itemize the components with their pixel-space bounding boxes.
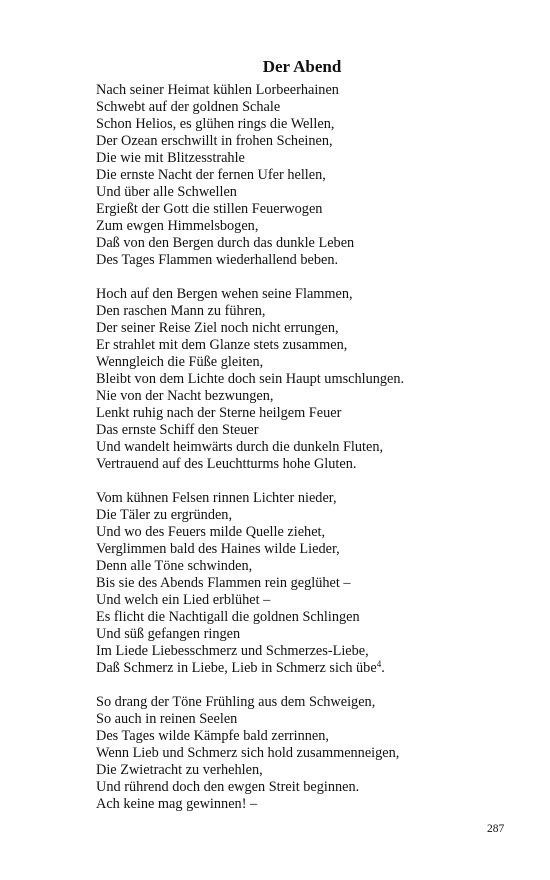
poem-line: Wenn Lieb und Schmerz sich hold zusammenneigen,: [96, 745, 400, 761]
poem-line: Ach keine mag gewinnen! –: [96, 796, 258, 812]
poem-line: Schon Helios, es glühen rings die Wellen,: [96, 116, 335, 132]
poem-line: Der seiner Reise Ziel noch nicht errungen,: [96, 320, 339, 336]
poem-line: Er strahlet mit dem Glanze stets zusammen,: [96, 337, 348, 353]
stanza-4: [96, 694, 496, 813]
stanza-3: [96, 490, 496, 677]
poem-line: Nie von der Nacht bezwungen,: [96, 388, 274, 404]
poem-line: Und rührend doch den ewgen Streit beginnen.: [96, 779, 360, 795]
poem-line: Es flicht die Nachtigall die goldnen Schlingen: [96, 609, 360, 625]
poem-line: Ergießt der Gott die stillen Feuerwogen: [96, 201, 323, 217]
poem-line: Vom kühnen Felsen rinnen Lichter nieder,: [96, 490, 337, 506]
poem-line: Zum ewgen Himmelsbogen,: [96, 218, 259, 234]
footnote-marker: 4: [376, 659, 382, 669]
poem-line: Und süß gefangen ringen: [96, 626, 241, 642]
poem-line: So drang der Töne Frühling aus dem Schweigen,: [96, 694, 376, 710]
poem-line: Das ernste Schiff den Steuer: [96, 422, 259, 438]
poem-line: Im Liede Liebesschmerz und Schmerzes-Liebe,: [96, 643, 369, 659]
poem-line: Lenkt ruhig nach der Sterne heilgem Feuer: [96, 405, 342, 421]
poem-line: Und wo des Feuers milde Quelle ziehet,: [96, 524, 326, 540]
poem-line: Des Tages Flammen wiederhallend beben.: [96, 252, 339, 268]
poem-line: Die Täler zu ergründen,: [96, 507, 233, 523]
poem-line: Die wie mit Blitzesstrahle: [96, 150, 245, 166]
poem-line: Hoch auf den Bergen wehen seine Flammen,: [96, 286, 353, 302]
poem-line: Und wandelt heimwärts durch die dunkeln Fluten,: [96, 439, 384, 455]
poem-line: Vertrauend auf des Leuchtturms hohe Gluten.: [96, 456, 357, 472]
poem-line: Die ernste Nacht der fernen Ufer hellen,: [96, 167, 326, 183]
page-number: 287: [487, 823, 505, 835]
poem-line: Bleibt von dem Lichte doch sein Haupt umschlungen.: [96, 371, 405, 387]
poem-line: Schwebt auf der goldnen Schale: [96, 99, 281, 115]
poem-line: Denn alle Töne schwinden,: [96, 558, 253, 574]
poem-line: Des Tages wilde Kämpfe bald zerrinnen,: [96, 728, 329, 744]
stanza-2: [96, 286, 496, 473]
poem-line-with-footnote: [96, 660, 496, 677]
poem-line: Der Ozean erschwillt in frohen Scheinen,: [96, 133, 333, 149]
poem-line: Nach seiner Heimat kühlen Lorbeerhainen: [96, 82, 339, 98]
poem-line: Wenngleich die Füße gleiten,: [96, 354, 264, 370]
poem-line: Daß von den Bergen durch das dunkle Leben: [96, 235, 355, 251]
poem-line: Die Zwietracht zu verhehlen,: [96, 762, 263, 778]
poem-line: Und welch ein Lied erblühet –: [96, 592, 271, 608]
poem-body: [96, 82, 496, 830]
poem-line: Den raschen Mann zu führen,: [96, 303, 266, 319]
poem-line: Verglimmen bald des Haines wilde Lieder,: [96, 541, 340, 557]
poem-line: Bis sie des Abends Flammen rein geglühet –: [96, 575, 351, 591]
poem-line: So auch in reinen Seelen: [96, 711, 238, 727]
poem-title: Der Abend: [262, 57, 342, 76]
poem-line: Und über alle Schwellen: [96, 184, 237, 200]
poem-line-text: Daß Schmerz in Liebe, Lieb in Schmerz sich übe: [96, 660, 377, 676]
stanza-1: [96, 82, 496, 269]
line-end-punctuation: .: [381, 660, 385, 676]
